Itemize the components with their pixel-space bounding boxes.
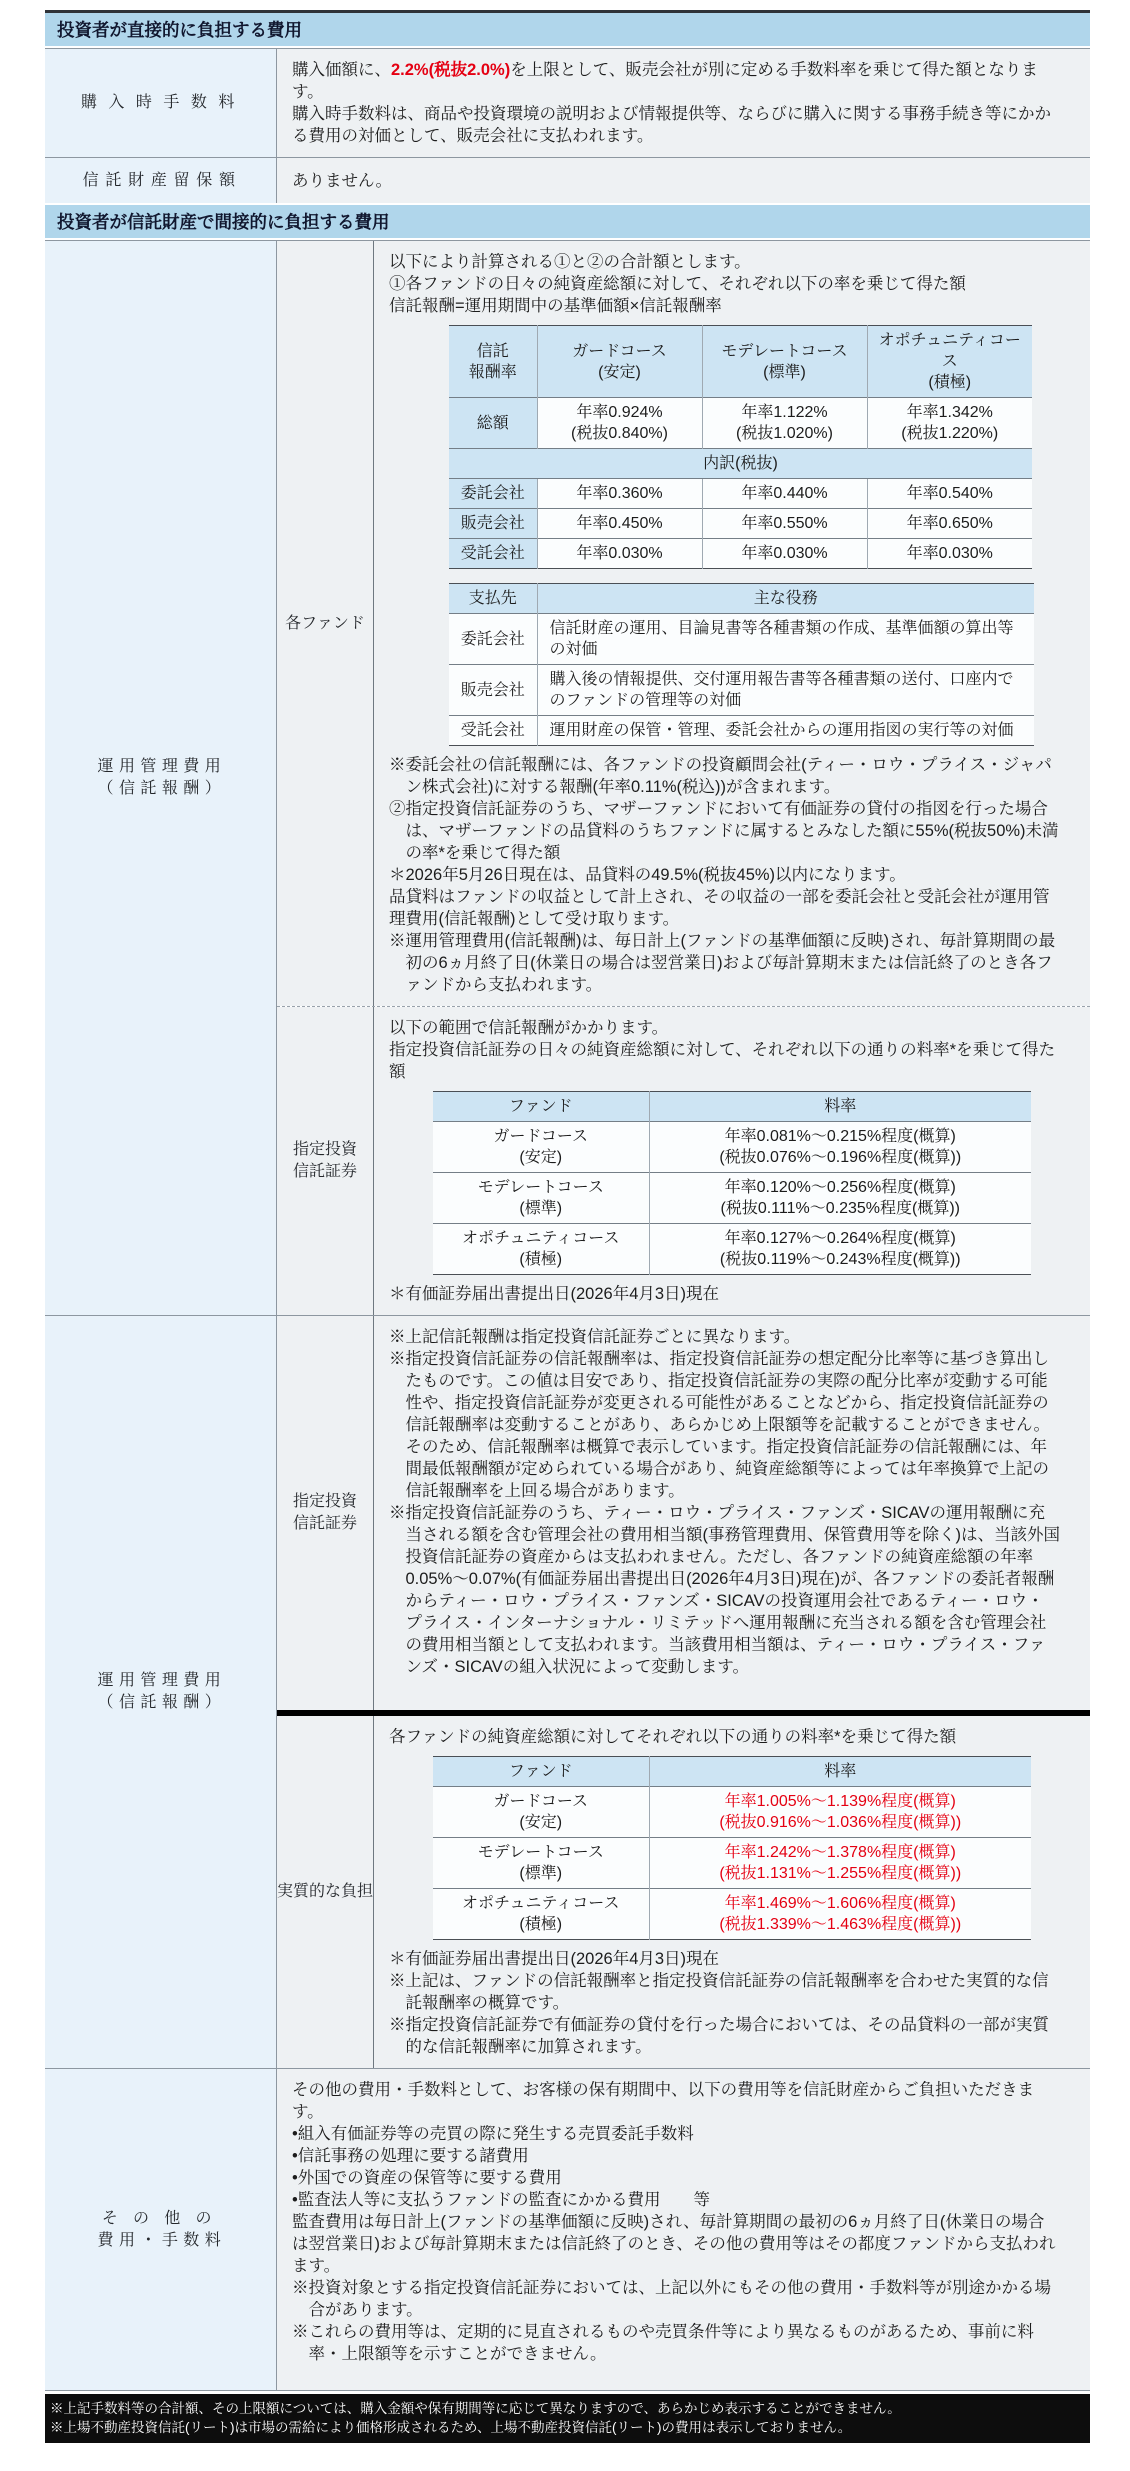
rate-table-total-row — [449, 398, 1032, 449]
effective-note-1: ※上記は、ファンドの信託報酬率と指定投資信託証券の信託報酬率を合わせた実質的な信託報酬率の概算です。 — [389, 1972, 1049, 2012]
designated-note-2: ※指定投資信託証券の信託報酬率は、指定投資信託証券の想定配分比率等に基づき算出したものです。この値は目安であり、指定投資信託証券の実際の配分比率が変動する可能性や、指定投資信託証券が変更される可能性があることなどから、指定投資信託証券の信託報酬率は変動することがあり、あらかじめ上限額等を記載することができません。そのため、信託報酬率は概算で表示しています。指定投資信託証券の信託報酬には、年間最低報酬額が定められている場合があり、純資産総額等によっては年率換算で上記の信託報酬率を上回る場合があります。 — [389, 1350, 1050, 1500]
breakdown-label-itaku: 委託会社 — [449, 479, 537, 509]
purchase-fee-row — [45, 48, 1090, 157]
effective-row-opportunity: オポチュニティコース (積極) 年率1.469%〜1.606%程度(概算) (税抜1.339%〜1.463%程度(概算)) — [433, 1889, 1031, 1940]
other-fees-row — [45, 2068, 1090, 2390]
trust-fee-rate-table — [449, 325, 1032, 569]
designated-row-moderate: モデレートコース (標準) 年率0.120%〜0.256%程度(概算) (税抜0.111%〜0.235%程度(概算)) — [433, 1173, 1031, 1224]
designated-row-opportunity: オポチュニティコース (積極) 年率0.127%〜0.264%程度(概算) (税抜0.119%〜0.243%程度(概算)) — [433, 1224, 1031, 1275]
effective-table-header-row — [433, 1757, 1031, 1787]
management-fee-row-2 — [45, 1315, 1090, 2068]
item2-stock-lending: ②指定投資信託証券のうち、マザーファンドにおいて有価証券の貸付の指図を行った場合は、マザーファンドの品貸料のうちファンドに属するとみなした額に55%(税抜50%)未満の率*を乗じて得た額 — [389, 800, 1059, 862]
breakdown-row-hanbai: 販売会社 年率0.450% 年率0.550% 年率0.650% — [449, 509, 1032, 539]
roles-table-header-row — [449, 584, 1034, 614]
roles-row-jutaku: 受託会社 運用財産の保管・管理、委託会社からの運用指図の実行等の対価 — [449, 716, 1034, 746]
designated-intro-1: 以下の範囲で信託報酬がかかります。 — [389, 1019, 669, 1037]
designated-note-1: ※上記信託報酬は指定投資信託証券ごとに異なります。 — [389, 1328, 801, 1346]
other-fees-note-1: ※投資対象とする指定投資信託証券においては、上記以外にもその他の費用・手数料等が別途かかる場合があります。 — [292, 2279, 1051, 2319]
designated-rate-table — [433, 1091, 1031, 1275]
other-fees-label: その他の 費用・手数料 — [45, 2069, 277, 2390]
breakdown-label-hanbai: 販売会社 — [449, 509, 537, 539]
retention-fee-label-text: 信託財産留保額 — [82, 171, 242, 189]
designated-note-3: ※指定投資信託証券のうち、ティー・ロウ・プライス・ファンズ・SICAVの運用報酬に充当される額を含む管理会社の費用相当額(事務管理費用、保管費用等を除く)は、当該外国投資信託証券の資産からは支払われません。ただし、各ファンドの純資産総額の年率0.05%〜0.07%(有価証券届出書提出日(2026年4月3日)現在)が、各ファンドの委託者報酬からティー・ロウ・プライス・ファンズ・SICAVの投資運用会社であるティー・ロウ・プライス・インターナショナル・リミテッドへ運用報酬に充当される額を含む管理会社の費用相当額として支払われます。当該費用相当額は、ティー・ロウ・プライス・ファンズ・SICAVの組入状況によって変動します。 — [389, 1504, 1060, 1676]
other-fees-bullet-1: •組入有価証券等の売買の際に発生する売買委託手数料 — [292, 2125, 694, 2143]
each-fund-sublabel — [277, 241, 374, 1006]
effective-burden-sublabel: 実質的な負担 — [277, 1716, 374, 2068]
other-fees-intro: その他の費用・手数料として、お客様の保有期間中、以下の費用等を信託財産からご負担いただきます。 — [292, 2081, 1035, 2121]
designated-notes-subrow — [277, 1316, 1090, 1710]
roles-payee-hanbai: 販売会社 — [449, 665, 537, 716]
effective-burden-content — [374, 1716, 1090, 2068]
roles-payee-itaku: 委託会社 — [449, 614, 537, 665]
other-fees-bullet-2: •信託事務の処理に要する諸費用 — [292, 2147, 529, 2165]
designated-securities-subrow — [277, 1006, 1090, 1315]
retention-fee-label — [45, 158, 277, 203]
designated-notes-sublabel: 指定投資 信託証券 — [277, 1316, 374, 1710]
other-fees-content — [277, 2069, 1090, 2390]
total-rate-moderate: 年率1.122% (税抜1.020%) — [702, 398, 867, 449]
breakdown-row-jutaku: 受託会社 年率0.030% 年率0.030% 年率0.030% — [449, 539, 1032, 569]
roles-payee-jutaku: 受託会社 — [449, 716, 537, 746]
effective-burden-subrow — [277, 1710, 1090, 2068]
designated-row-guard: ガードコース (安定) 年率0.081%〜0.215%程度(概算) (税抜0.076%〜0.196%程度(概算)) — [433, 1122, 1031, 1173]
rate-table-header-row — [449, 326, 1032, 398]
management-fee-row-1 — [45, 240, 1090, 1315]
purchase-fee-rate-highlight: 2.2%(税抜2.0%) — [391, 61, 511, 79]
effective-header-rate: 料率 — [649, 1757, 1031, 1787]
breakdown-band-title: 内訳(税抜) — [449, 449, 1032, 479]
purchase-fee-paragraph-2: 購入時手数料は、商品や投資環境の説明および情報提供等、ならびに購入に関する事務手続き等にかかる費用の対価として、販売会社に支払われます。 — [292, 105, 1051, 145]
effective-note-2: ※指定投資信託証券で有価証券の貸付を行った場合においては、その品貸料の一部が実質的な信託報酬率に加算されます。 — [389, 2016, 1049, 2056]
roles-row-hanbai: 販売会社 購入後の情報提供、交付運用報告書等各種書類の送付、口座内でのファンドの管理等の対価 — [449, 665, 1034, 716]
retention-fee-row — [45, 157, 1090, 203]
each-fund-item1: ①各ファンドの日々の純資産総額に対して、それぞれ以下の率を乗じて得た額 — [389, 275, 966, 293]
note-advisor-fee: ※委託会社の信託報酬には、各ファンドの投資顧問会社(ティー・ロウ・プライス・ジャパン株式会社)に対する報酬(年率0.11%(税込))が含まれます。 — [389, 756, 1052, 796]
other-fees-note-2: ※これらの費用等は、定期的に見直されるものや売買条件等により異なるものがあるため、事前に料率・上限額等を示すことができません。 — [292, 2323, 1034, 2363]
effective-rate-table — [433, 1756, 1031, 1940]
footer-note-1: ※上記手数料等の合計額、その上限額については、購入金額や保有期間等に応じて異なりますので、あらかじめ表示することができません。 — [50, 2401, 901, 2416]
note-payment-timing: ※運用管理費用(信託報酬)は、毎日計上(ファンドの基準価額に反映)され、毎計算期間の最初の6ヵ月終了日(休業日の場合は翌営業日)および毎計算期末または信託終了のとき各ファンドから支払われます。 — [389, 932, 1056, 994]
management-fee-subrows-1 — [277, 241, 1090, 1315]
purchase-fee-label-text: 購入時手数料 — [80, 94, 246, 111]
purchase-fee-p1-pre: 購入価額に、 — [292, 61, 391, 79]
designated-asof-note: ＊有価証券届出書提出日(2026年4月3日)現在 — [389, 1285, 720, 1303]
item2-star-continuation: 品貸料はファンドの収益として計上され、その収益の一部を委託会社と受託会社が運用管理費用(信託報酬)として受け取ります。 — [389, 888, 1050, 928]
rate-table-course-header-guard: ガードコース (安定) — [537, 326, 702, 398]
footer-disclaimer-bar — [45, 2394, 1090, 2443]
rate-table-corner-cell: 信託 報酬率 — [449, 326, 537, 398]
designated-intro-2: 指定投資信託証券の日々の純資産総額に対して、それぞれ以下の通りの料率*を乗じて得た額 — [389, 1041, 1056, 1081]
roles-header-payee: 支払先 — [449, 584, 537, 614]
footer-note-2: ※上場不動産投資信託(リート)は市場の需給により価格形成されるため、上場不動産投資信託(リート)の費用は表示しておりません。 — [50, 2420, 852, 2435]
management-fee-label-line1: 運用管理費用 — [97, 758, 227, 775]
rate-table-course-header-opportunity: オポチュニティコース (積極) — [867, 326, 1032, 398]
effective-header-fund: ファンド — [433, 1757, 649, 1787]
section-header-indirect-costs: 投資者が信託財産で間接的に負担する費用 — [45, 203, 1090, 240]
each-fund-subrow — [277, 241, 1090, 1006]
effective-row-moderate: モデレートコース (標準) 年率1.242%〜1.378%程度(概算) (税抜1.131%〜1.255%程度(概算)) — [433, 1838, 1031, 1889]
other-fees-bullet-3: •外国での資産の保管等に要する費用 — [292, 2169, 562, 2187]
purchase-fee-content — [277, 49, 1090, 157]
designated-securities-content — [374, 1007, 1090, 1315]
purchase-fee-label — [45, 49, 277, 157]
each-fund-content — [374, 241, 1090, 1006]
effective-intro: 各ファンドの純資産総額に対してそれぞれ以下の通りの料率*を乗じて得た額 — [389, 1728, 957, 1746]
purchase-fee-p1-post: を上限として、販売会社が別に定める手数料率を乗じて得た額となります。 — [292, 61, 1038, 101]
retention-fee-content — [277, 158, 1090, 203]
breakdown-label-jutaku: 受託会社 — [449, 539, 537, 569]
management-fee-label-line2: （信託報酬） — [97, 780, 227, 797]
management-fee-label-1 — [45, 241, 277, 1315]
section-header-direct-costs: 投資者が直接的に負担する費用 — [45, 13, 1090, 48]
effective-row-guard: ガードコース (安定) 年率1.005%〜1.139%程度(概算) (税抜0.916%〜1.036%程度(概算)) — [433, 1787, 1031, 1838]
total-rate-guard: 年率0.924% (税抜0.840%) — [537, 398, 702, 449]
other-fees-audit-paragraph: 監査費用は毎日計上(ファンドの基準価額に反映)され、毎計算期間の最初の6ヵ月終了日(休業日の場合は翌営業日)および毎計算期末または信託終了のとき、その他の費用等はその都度ファンドから支払われます。 — [292, 2213, 1056, 2275]
designated-table-header-row — [433, 1092, 1031, 1122]
fund-fee-table — [45, 10, 1090, 2391]
purchase-fee-paragraph-1 — [292, 59, 1060, 103]
trust-fee-formula: 信託報酬=運用期間中の基準価額×信託報酬率 — [389, 297, 722, 315]
other-fees-bullet-4: •監査法人等に支払うファンドの監査にかかる費用 等 — [292, 2191, 710, 2209]
item2-star-note: ＊2026年5月26日現在は、品貸料の49.5%(税抜45%)以内になります。 — [389, 866, 906, 884]
designated-securities-sublabel: 指定投資 信託証券 — [277, 1007, 374, 1315]
rate-table-total-label: 総額 — [449, 398, 537, 449]
designated-header-fund: ファンド — [433, 1092, 649, 1122]
each-fund-sublabel-text: 各ファンド — [285, 614, 365, 632]
roles-row-itaku: 委託会社 信託財産の運用、目論見書等各種書類の作成、基準価額の算出等の対価 — [449, 614, 1034, 665]
breakdown-row-itaku: 委託会社 年率0.360% 年率0.440% 年率0.540% — [449, 479, 1032, 509]
designated-header-rate: 料率 — [649, 1092, 1031, 1122]
management-fee-subrows-2 — [277, 1316, 1090, 2068]
total-rate-opportunity: 年率1.342% (税抜1.220%) — [867, 398, 1032, 449]
payee-roles-table — [449, 583, 1034, 746]
each-fund-intro: 以下により計算される①と②の合計額とします。 — [389, 253, 751, 271]
designated-notes-content — [374, 1316, 1090, 1710]
effective-asof-note: ＊有価証券届出書提出日(2026年4月3日)現在 — [389, 1950, 720, 1968]
retention-fee-text: ありません。 — [292, 171, 392, 190]
management-fee-label-2: 運用管理費用 （信託報酬） — [45, 1316, 277, 2068]
rate-table-course-header-moderate: モデレートコース (標準) — [702, 326, 867, 398]
roles-header-role: 主な役務 — [537, 584, 1034, 614]
rate-table-breakdown-band — [449, 449, 1032, 479]
